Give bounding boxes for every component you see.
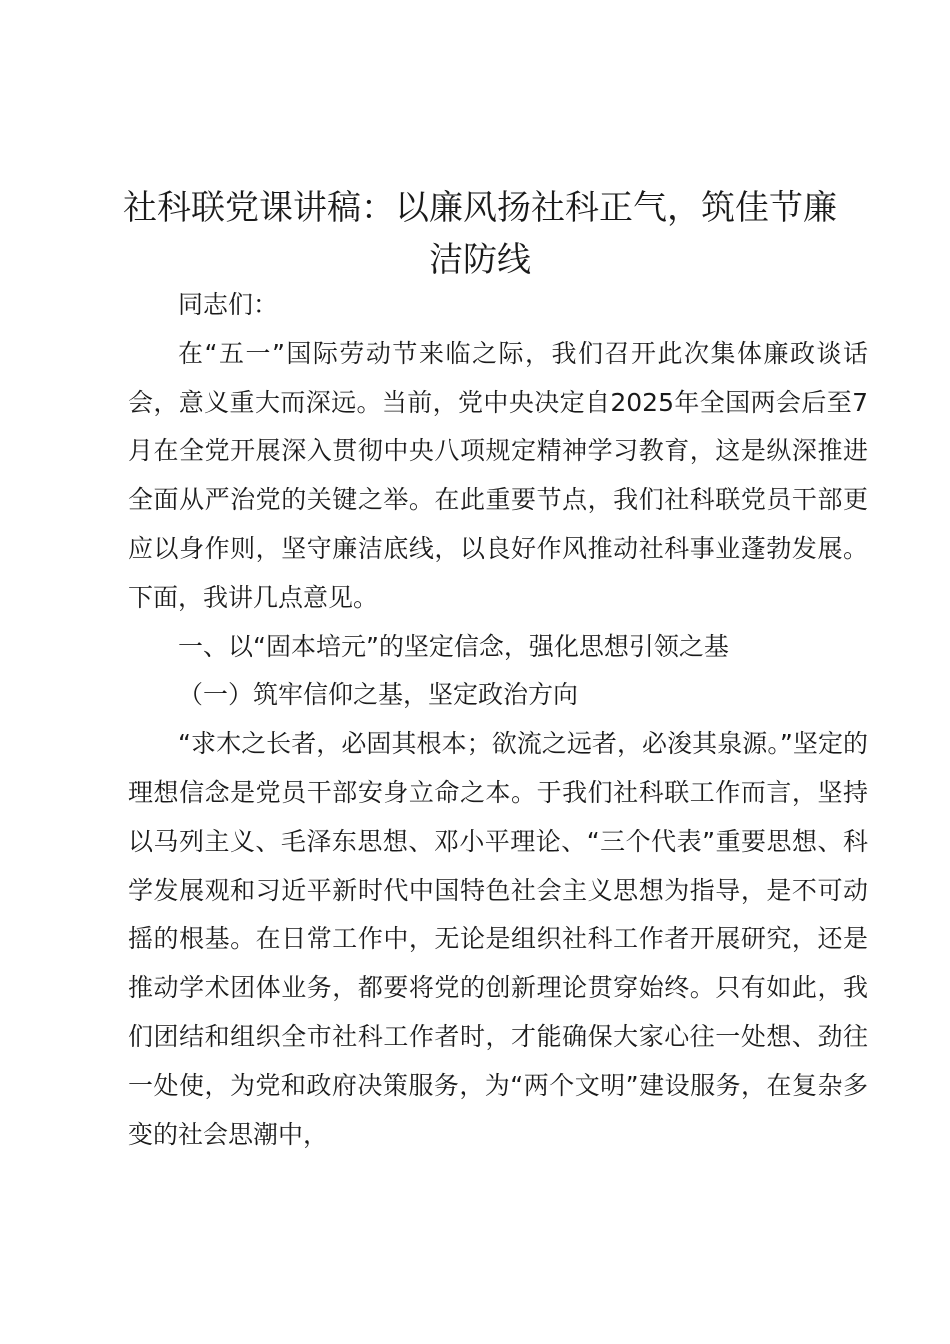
salutation-paragraph: 同志们： — [178, 290, 279, 319]
section-heading: 一、以“固本培元”的坚定信念，强化思想引领之基 — [178, 631, 729, 661]
document-body — [128, 281, 868, 1159]
subsection-heading: （一）筑牢信仰之基，坚定政治方向 — [178, 680, 579, 710]
intro-paragraph: 在“五一”国际劳动节来临之际，我们召开此次集体廉政谈话会，意义重大而深远。当前，党中央决定自2025年全国两会后至7月在全党开展深入贯彻中央八项规定精神学习教育，这是纵深推进全面从严治党的关键之举。在此重要节点，我们社科联党员干部更应以身作则，坚守廉洁底线，以良好作风推动社科事业蓬勃发展。下面，我讲几点意见。 — [128, 338, 868, 612]
body-paragraph: “求木之长者，必固其根本；欲流之远者，必浚其泉源。”坚定的理想信念是党员干部安身立命之本。于我们社科联工作而言，坚持以马列主义、毛泽东思想、邓小平理论、“三个代表”重要思想、科学发展观和习近平新时代中国特色社会主义思想为指导，是不可动摇的根基。在日常工作中，无论是组织社科工作者开展研究，还是推动学术团体业务，都要将党的创新理论贯穿始终。只有如此，我们团结和组织全市社科工作者时，才能确保大家心往一处想、劲往一处使，为党和政府决策服务，为“两个文明”建设服务，在复杂多变的社会思潮中， — [128, 729, 868, 1149]
document-title: 社科联党课讲稿：以廉风扬社科正气，筑佳节廉洁防线 — [123, 188, 837, 280]
